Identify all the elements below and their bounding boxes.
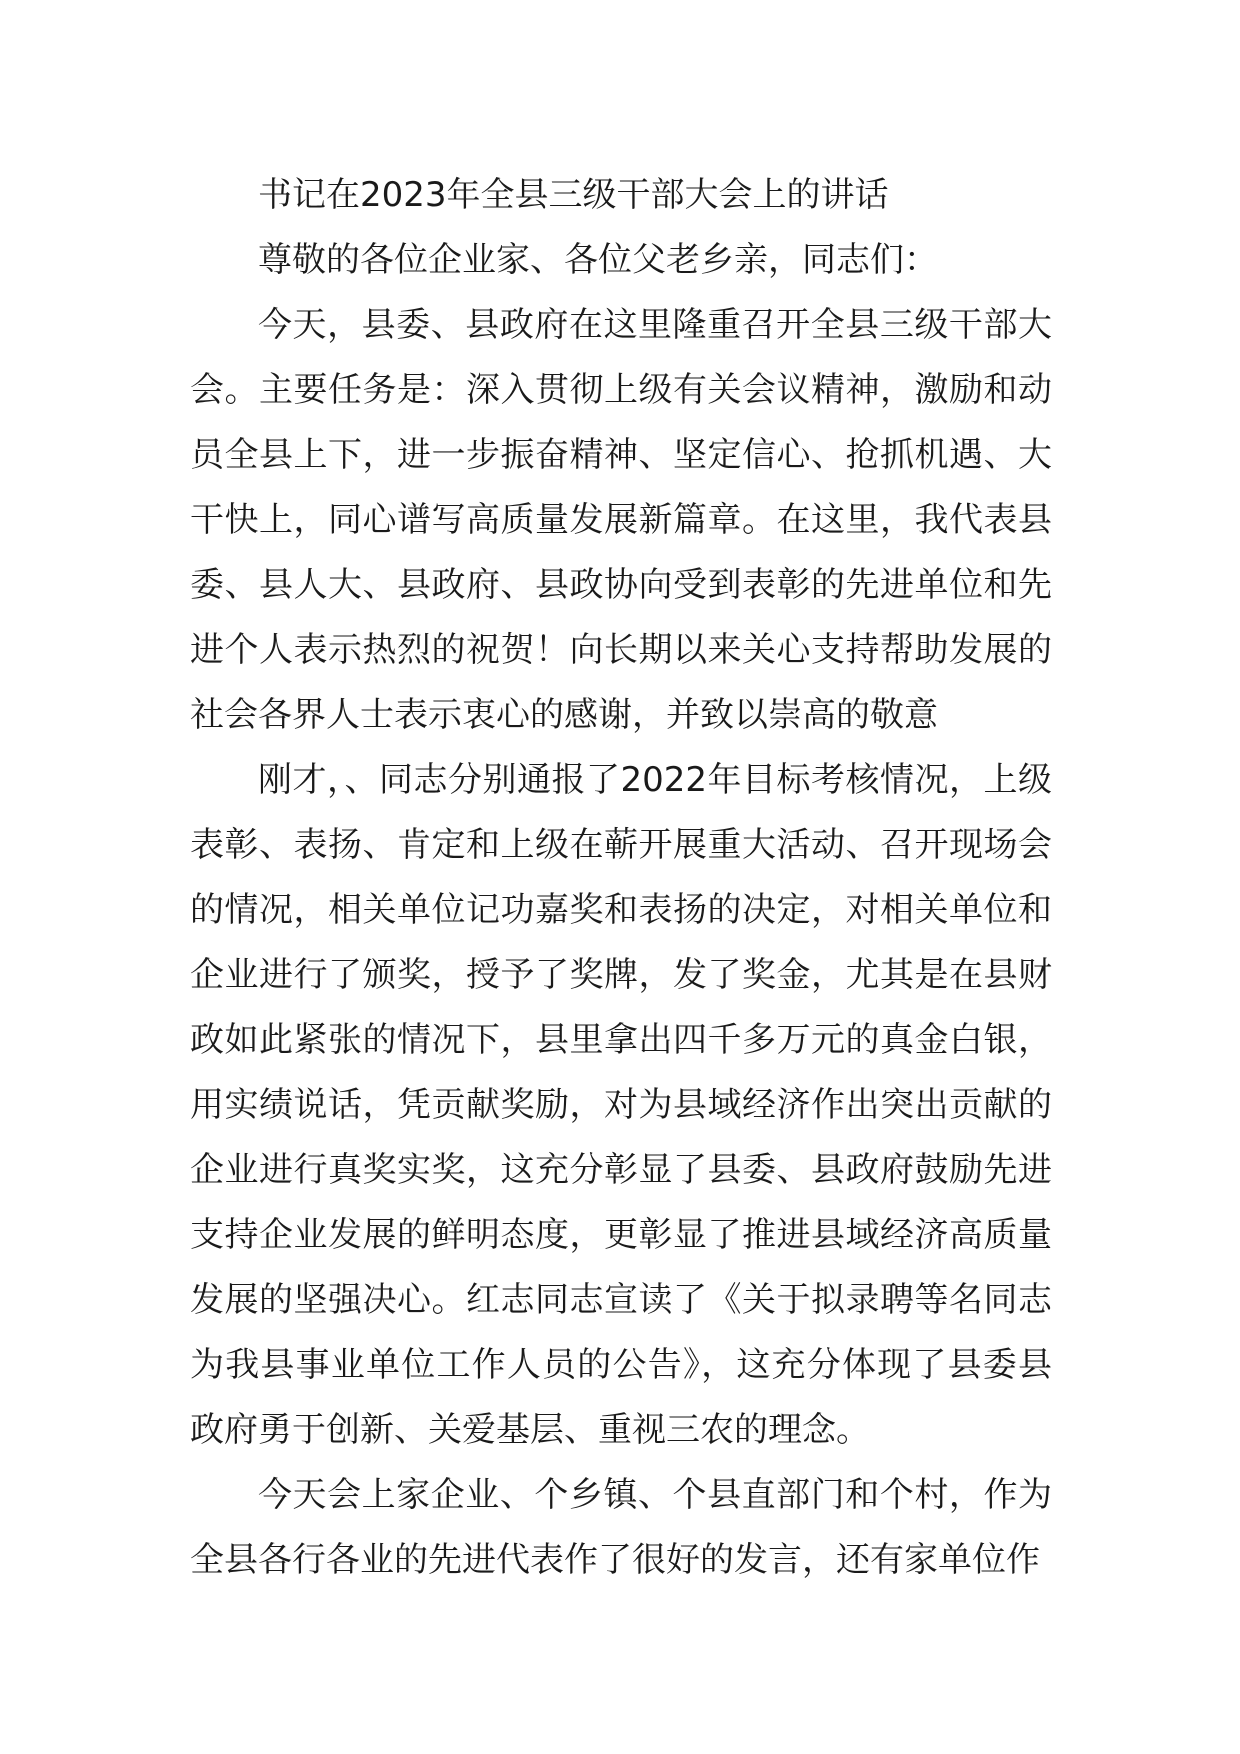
document-body [190,163,1052,1593]
paragraph-opening: 今天，县委、县政府在这里隆重召开全县三级干部大会。主要任务是：深入贯彻上级有关会议精神，激励和动员全县上下，进一步振奋精神、坚定信心、抢抓机遇、大干快上，同心谱写高质量发展新篇章。在这里，我代表县委、县人大、县政府、县政协向受到表彰的先进单位和先进个人表示热烈的祝贺！向长期以来关心支持帮助发展的社会各界人士表示衷心的感谢，并致以崇高的敬意 [190,305,1052,735]
paragraph-speakers: 今天会上家企业、个乡镇、个县直部门和个村，作为全县各行各业的先进代表作了很好的发言，还有家单位作 [190,1475,1052,1580]
paragraph-review: 刚才，、同志分别通报了2022年目标考核情况，上级表彰、表扬、肯定和上级在蕲开展重大活动、召开现场会的情况，相关单位记功嘉奖和表扬的决定，对相关单位和企业进行了颁奖，授予了奖牌，发了奖金，尤其是在县财政如此紧张的情况下，县里拿出四千多万元的真金白银，用实绩说话，凭贡献奖励，对为县域经济作出突出贡献的企业进行真奖实奖，这充分彰显了县委、县政府鼓励先进支持企业发展的鲜明态度，更彰显了推进县域经济高质量发展的坚强决心。红志同志宣读了《关于拟录聘等名同志为我县事业单位工作人员的公告》，这充分体现了县委县政府勇于创新、关爱基层、重视三农的理念。 [190,760,1052,1450]
document-title: 书记在2023年全县三级干部大会上的讲话 [258,175,889,215]
salutation: 尊敬的各位企业家、各位父老乡亲，同志们： [258,240,938,280]
